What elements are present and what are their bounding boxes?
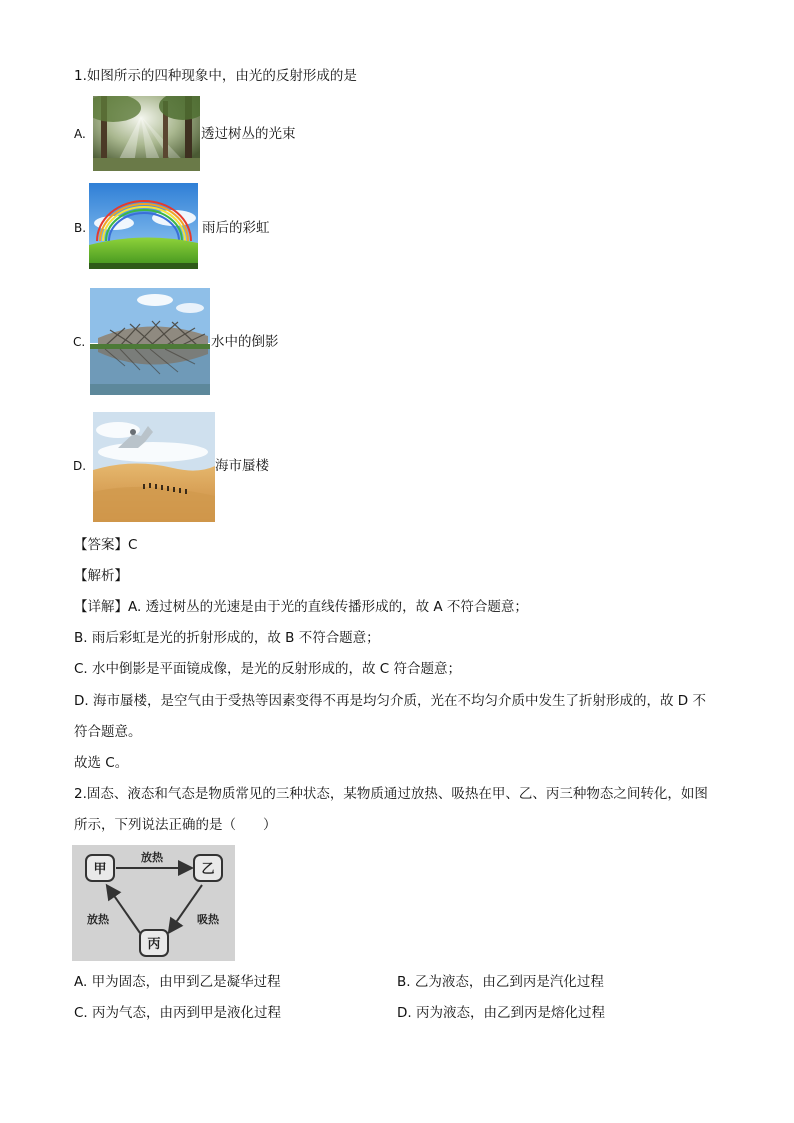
q2-stem-line1: 2.固态、液态和气态是物质常见的三种状态，某物质通过放热、吸热在甲、乙、丙三种物态之间转化，如图 [74, 786, 708, 802]
node-yi: 乙 [201, 862, 215, 877]
q1-stem: 1.如图所示的四种现象中，由光的反射形成的是 [74, 68, 357, 84]
q1-detail-line-d-cont: 符合题意。 [74, 724, 142, 740]
q1-option-c-caption: 水中的倒影 [211, 334, 279, 350]
q2-stem-line2: 所示，下列说法正确的是（ ） [74, 817, 277, 833]
q2-option-b-letter: B. [397, 974, 411, 990]
q1-option-a-caption: 透过树丛的光束 [201, 126, 296, 142]
edge-label-top: 放热 [141, 851, 163, 864]
q2-option-b [397, 973, 604, 991]
q2-option-a [74, 973, 281, 991]
q2-option-d [397, 1004, 605, 1022]
q1-option-d-letter: D. [73, 459, 87, 473]
q2-option-a-letter: A. [74, 974, 88, 990]
q1-option-a-image-forest-light-beams [93, 96, 200, 171]
q1-detail-line-c: C. 水中倒影是平面镜成像，是光的反射形成的，故 C 符合题意； [74, 661, 462, 677]
q1-answer-line [74, 536, 137, 554]
detail-text-a: A. 透过树丛的光速是由于光的直线传播形成的，故 A 不符合题意； [128, 599, 528, 615]
q1-detail-line-d: D. 海市蜃楼，是空气由于受热等因素变得不再是均匀介质，光在不均匀介质中发生了折射形成的，故 D 不 [74, 693, 706, 709]
q2-option-c-letter: C. [74, 1005, 88, 1021]
q2-option-d-letter: D. [397, 1005, 412, 1021]
q1-option-b-caption: 雨后的彩虹 [202, 220, 270, 236]
q1-option-d-image-mirage-desert [93, 412, 215, 522]
node-jia: 甲 [93, 862, 107, 877]
q1-detail-line-a [74, 598, 528, 616]
q1-option-a-letter: A. [74, 127, 86, 141]
q2-state-change-diagram [72, 845, 235, 961]
q2-option-b-text: 乙为液态，由乙到丙是汽化过程 [414, 974, 604, 990]
q2-option-c [74, 1004, 281, 1022]
edge-label-right: 吸热 [197, 913, 219, 926]
node-bing: 丙 [147, 937, 161, 952]
answer-tag: 【答案】 [74, 537, 128, 553]
q1-detail-line-b: B. 雨后彩虹是光的折射形成的，故 B 不符合题意； [74, 630, 380, 646]
q2-option-c-text: 丙为气态，由丙到甲是液化过程 [92, 1005, 282, 1021]
q2-option-d-text: 丙为液态，由乙到丙是熔化过程 [415, 1005, 605, 1021]
q1-option-c-letter: C. [73, 335, 86, 349]
edge-label-left: 放热 [87, 913, 109, 926]
q1-conclusion: 故选 C。 [74, 755, 129, 771]
q1-option-b-image-rainbow [89, 183, 198, 269]
q1-option-b-letter: B. [74, 221, 87, 235]
answer-value: C [128, 537, 138, 553]
detail-tag: 【详解】 [74, 599, 128, 615]
q1-analysis-tag: 【解析】 [74, 568, 128, 584]
q1-option-c-image-reflection-in-water [90, 288, 210, 395]
q2-option-a-text: 甲为固态，由甲到乙是凝华过程 [91, 974, 281, 990]
q1-option-d-caption: 海市蜃楼 [215, 458, 269, 474]
